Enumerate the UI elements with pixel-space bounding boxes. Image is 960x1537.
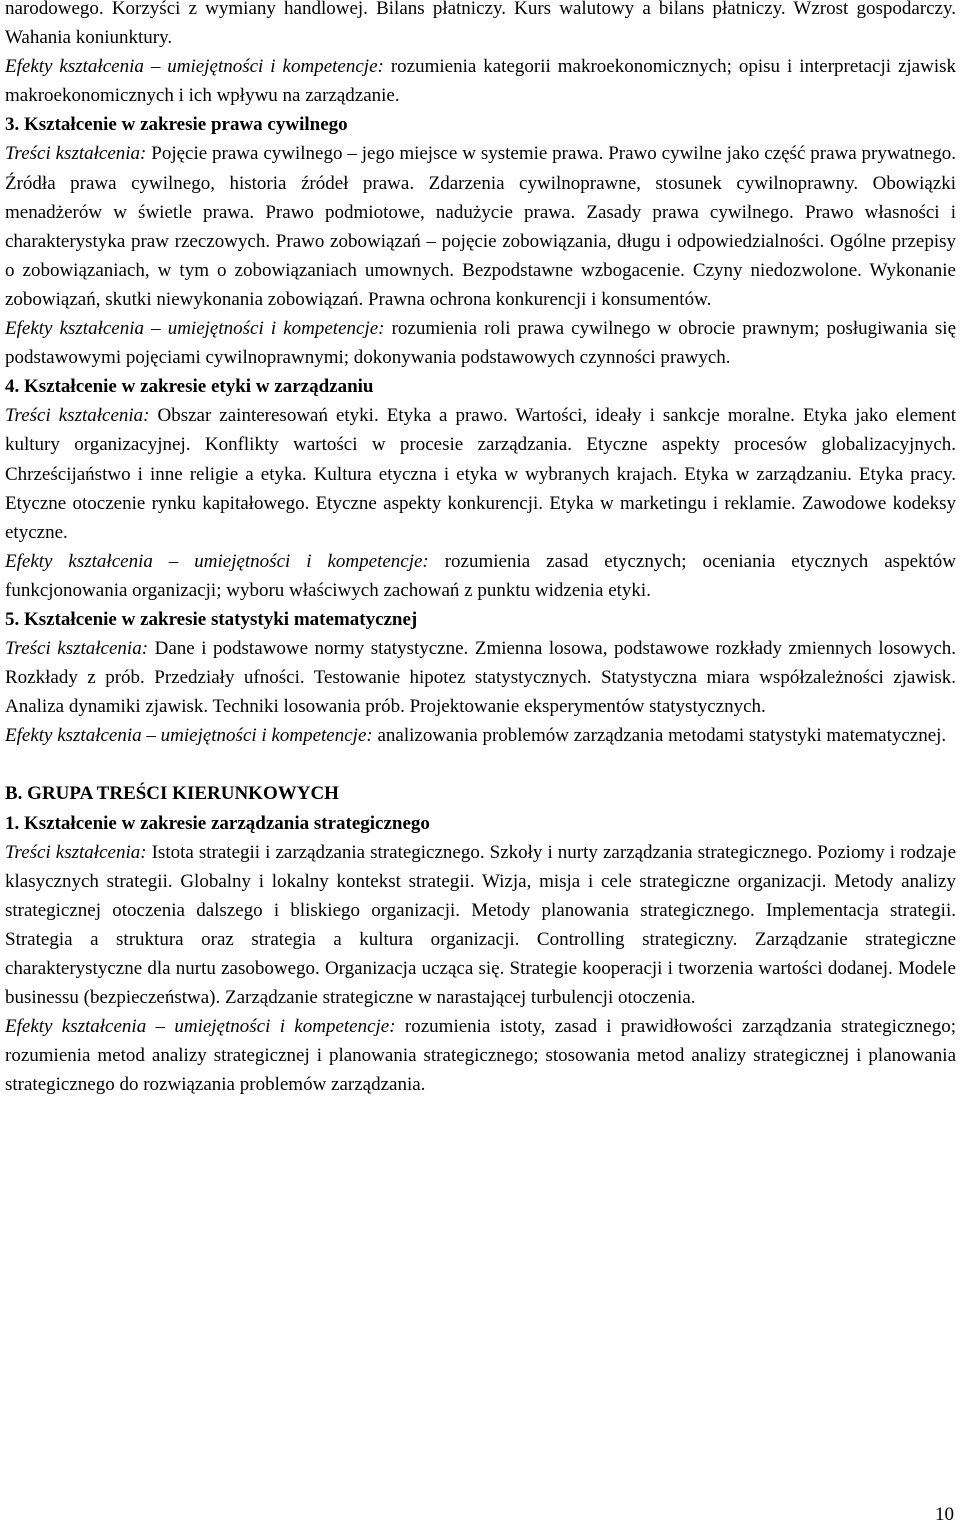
effects-text: rozumienia istoty, zasad i prawidłowości zarządzania strategicznego; rozumienia metod analizy strategicznej i planowania strategicznego; stosowania metod analizy strategicznej i planowania strategicznego do rozwiązania problemów zarządzania. (5, 1016, 957, 1096)
course-heading: 4. Kształcenie w zakresie etyki w zarządzaniu (5, 376, 374, 398)
effects-label: Efekty kształcenia – umiejętności i kompetencje: (5, 725, 373, 747)
content-label: Treści kształcenia: (5, 638, 149, 660)
section-gap (5, 750, 956, 779)
content-label: Treści kształcenia: (5, 405, 150, 427)
effects-text: rozumienia kategorii makroekonomicznych; opisu i interpretacji zjawisk makroekonomicznych i ich wpływu na zarządzanie. (5, 56, 957, 107)
course-content (5, 634, 956, 721)
effects-text: rozumienia zasad etycznych; oceniania etycznych aspektów funkcjonowania organizacji; wyboru właściwych zachowań z punktu widzenia etyki. (5, 550, 957, 601)
content-text: Pojęcie prawa cywilnego – jego miejsce w systemie prawa. Prawo cywilne jako część prawa prywatnego. Źródła prawa cywilnego, historia źródeł prawa. Zdarzenia cywilnoprawne, stosunek cywilnoprawny. Obowiązki menadżerów w świetle prawa. Prawo podmiotowe, nadużycie prawa. Zasady prawa cywilnego. Prawo własności i charakterystyka praw rzeczowych. Prawo zobowiązań – pojęcie zobowiązania, długu i odpowiedzialności. Ogólne przepisy o zobowiązaniach, w tym o zobowiązaniach umownych. Bezpodstawne wzbogacenie. Czyny niedozwolone. Wykonanie zobowiązań, skutki niewykonania zobowiązań. Prawna ochrona konkurencji i konsumentów. (5, 143, 956, 310)
content-text: Istota strategii i zarządzania strategicznego. Szkoły i nurty zarządzania strategicznego. Poziomy i rodzaje klasycznych strategii. Globalny i lokalny kontekst strategii. Wizja, misja i cele strategiczne organizacji. Metody analizy strategicznej otoczenia dalszego i bliskiego organizacji. Metody planowania strategicznego. Implementacja strategii. Strategia a struktura oraz strategia a kultura organizacji. Controlling strategiczny. Zarządzanie strategiczne charakterystyczne dla nurtu zasobowego. Organizacja ucząca się. Strategie kooperacji i tworzenia wartości dodanej. Modele businessu (bezpieczeństwa). Zarządzanie strategiczne w narastającej turbulencji otoczenia. (5, 841, 957, 1009)
effects-label: Efekty kształcenia – umiejętności i kompetencje: (5, 1016, 396, 1038)
effects-label: Efekty kształcenia – umiejętności i kompetencje: (5, 550, 429, 572)
effects-label: Efekty kształcenia – umiejętności i kompetencje: (5, 56, 384, 78)
section-a-tail-text: narodowego. Korzyści z wymiany handlowej. Bilans płatniczy. Kurs walutowy a bilans płatniczy. Wzrost gospodarczy. Wahania koniunktury. (5, 0, 956, 49)
page-number: 10 (935, 1504, 954, 1525)
course-heading: 5. Kształcenie w zakresie statystyki matematycznej (5, 608, 418, 630)
course-effects (5, 721, 956, 750)
content-text: Obszar zainteresowań etyki. Etyka a prawo. Wartości, ideały i sankcje moralne. Etyka jako element kultury organizacyjnej. Konflikty wartości w procesie zarządzania. Etyczne aspekty procesów globalizacyjnych. Chrześcijaństwo i inne religie a etyka. Kultura etyczna i etyka w wybranych krajach. Etyka w zarządzaniu. Etyka pracy. Etyczne otoczenie rynku kapitałowego. Etyczne aspekty konkurencji. Etyka w marketingu i reklamie. Zawodowe kodeksy etyczne. (5, 405, 956, 543)
content-text: Dane i podstawowe normy statystyczne. Zmienna losowa, podstawowe rozkłady zmiennych losowych. Rozkłady z prób. Przedziały ufności. Testowanie hipotez statystycznych. Statystyczna miara współzależności zjawisk. Analiza dynamiki zjawisk. Techniki losowania prób. Projektowanie eksperymentów statystycznych. (5, 638, 957, 718)
course-effects (5, 314, 956, 372)
group-heading: B. GRUPA TREŚCI KIERUNKOWYCH (5, 783, 339, 805)
effects-text: analizowania problemów zarządzania metodami statystyki matematycznej. (377, 725, 947, 747)
course-heading: 1. Kształcenie w zakresie zarządzania strategicznego (5, 812, 430, 834)
effects-label: Efekty kształcenia – umiejętności i kompetencje: (5, 318, 385, 340)
content-label: Treści kształcenia: (5, 841, 147, 863)
section-a-tail-effects (5, 52, 956, 110)
course-heading: 3. Kształcenie w zakresie prawa cywilnego (5, 114, 348, 136)
document-page (5, 0, 956, 1099)
course-content (5, 838, 956, 1013)
course-content (5, 401, 956, 546)
effects-text: rozumienia roli prawa cywilnego w obrocie prawnym; posługiwania się podstawowymi pojęciami cywilnoprawnymi; dokonywania podstawowych czynności prawych. (5, 318, 957, 369)
course-content (5, 139, 956, 314)
course-effects (5, 547, 956, 605)
content-label: Treści kształcenia: (5, 143, 147, 165)
course-effects (5, 1012, 956, 1099)
